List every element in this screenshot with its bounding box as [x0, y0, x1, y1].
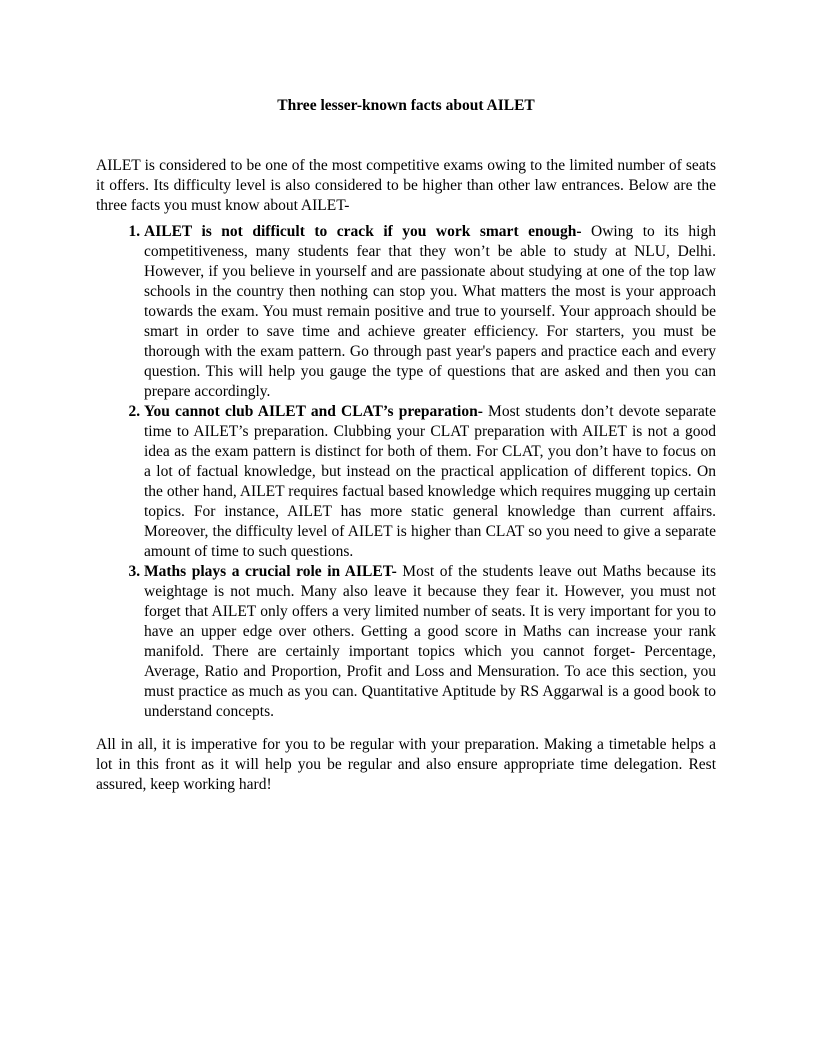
closing-paragraph: All in all, it is imperative for you to be regular with your preparation. Making a timetable helps a lot in this front as it will help you be regular and also ensure appropriate time delegation. Rest assured, keep working hard!	[96, 736, 716, 793]
facts-list	[96, 222, 716, 722]
fact-heading: Maths plays a crucial role in AILET-	[144, 563, 397, 580]
document-page	[96, 96, 716, 795]
list-item	[144, 402, 716, 562]
fact-body: Most of the students leave out Maths because its weightage is not much. Many also leave it because they fear it. However, you must not forget that AILET only offers a very limited number of seats. It is very important for you to have an upper edge over others. Getting a good score in Maths can increase your rank manifold. There are certainly important topics which you cannot forget- Percentage, Average, Ratio and Proportion, Profit and Loss and Mensuration. To ace this section, you must practice as much as you can. Quantitative Aptitude by RS Aggarwal is a good book to understand concepts.	[144, 563, 716, 720]
document-title: Three lesser-known facts about AILET	[277, 97, 535, 114]
intro-paragraph: AILET is considered to be one of the most competitive exams owing to the limited number of seats it offers. Its difficulty level is also considered to be higher than other law entrances. Below are the three facts you must know about AILET-	[96, 157, 716, 214]
fact-body: Most students don’t devote separate time to AILET’s preparation. Clubbing your CLAT preparation with AILET is not a good idea as the exam pattern is distinct for both of them. For CLAT, you don’t have to focus on a lot of factual knowledge, but instead on the practical application of different topics. On the other hand, AILET requires factual based knowledge which requires mugging up certain topics. For instance, AILET has more static general knowledge than current affairs. Moreover, the difficulty level of AILET is higher than CLAT so you need to give a separate amount of time to such questions.	[144, 403, 716, 560]
fact-heading: You cannot club AILET and CLAT’s preparation-	[144, 403, 483, 420]
fact-body: Owing to its high competitiveness, many students fear that they won’t be able to study at NLU, Delhi. However, if you believe in yourself and are passionate about studying at one of the top law schools in the country then nothing can stop you. What matters the most is your approach towards the exam. You must remain positive and true to yourself. Your approach should be smart in order to save time and achieve greater efficiency. For starters, you must be thorough with the exam pattern. Go through past year's papers and practice each and every question. This will help you gauge the type of questions that are asked and then you can prepare accordingly.	[144, 223, 716, 400]
list-item	[144, 222, 716, 402]
fact-heading: AILET is not difficult to crack if you work smart enough-	[144, 223, 582, 240]
list-item	[144, 562, 716, 722]
